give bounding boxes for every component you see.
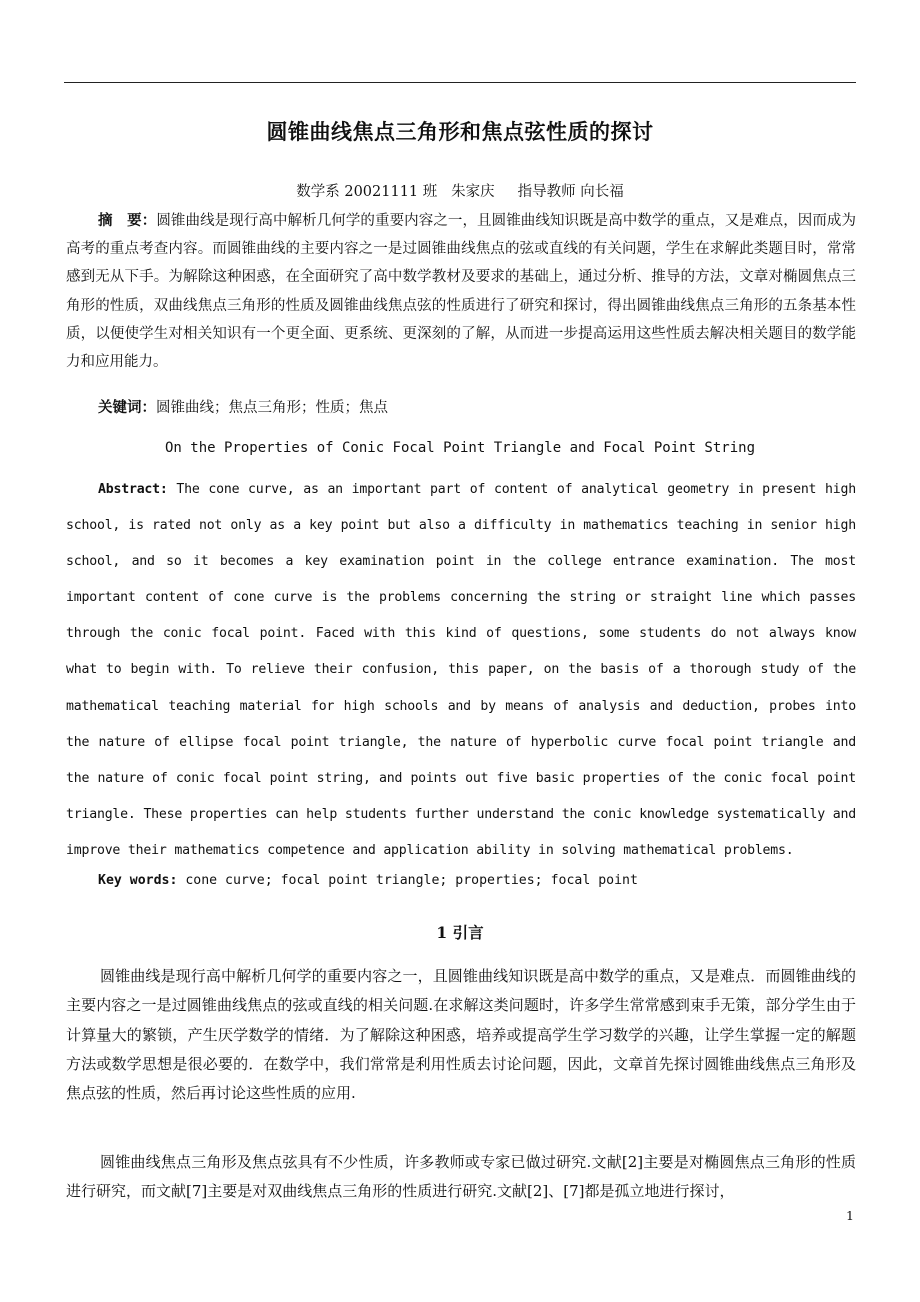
author-line: 数学系 20021111 班 朱家庆 指导教师 向长福: [296, 184, 624, 200]
page-number: 1: [846, 1208, 854, 1223]
paper-title: 圆锥曲线焦点三角形和焦点弦性质的探讨: [266, 119, 654, 144]
english-keywords-text: cone curve; focal point triangle; properties; focal point: [177, 873, 638, 888]
english-keywords: [98, 873, 638, 888]
english-abstract-label: Abstract:: [98, 482, 168, 497]
english-title: On the Properties of Conic Focal Point Triangle and Focal Point String: [164, 440, 755, 456]
english-abstract: [66, 472, 856, 869]
intro-paragraph-1: 圆锥曲线是现行高中解析几何学的重要内容之一，且圆锥曲线知识既是高中数学的重点，又是难点．而圆锥曲线的主要内容之一是过圆锥曲线焦点的弦或直线的相关问题.在求解这类问题时，许多学生常常感到束手无策，部分学生由于计算量大的繁锁，产生厌学数学的情绪．为了解除这种困惑，培养或提高学生学习数学的兴趣，让学生掌握一定的解题方法或数学思想是很必要的．在数学中，我们常常是利用性质去讨论问题，因此，文章首先探讨圆锥曲线焦点三角形及焦点弦的性质，然后再讨论这些性质的应用.: [66, 967, 856, 1103]
english-keywords-label: Key words:: [98, 873, 178, 888]
chinese-keywords-label: 关键词：: [98, 399, 156, 416]
chinese-abstract-label: 摘 要：: [98, 212, 157, 229]
section-heading-introduction: 1 引言: [436, 923, 484, 942]
chinese-abstract-text: 圆锥曲线是现行高中解析几何学的重要内容之一，且圆锥曲线知识既是高中数学的重点，又是难点，因而成为高考的重点考查内容。而圆锥曲线的主要内容之一是过圆锥曲线焦点的弦或直线的有关问题，学生在求解此类题目时，常常感到无从下手。为解除这种困惑，在全面研究了高中数学教材及要求的基础上，通过分析、推导的方法，文章对椭圆焦点三角形的性质，双曲线焦点三角形的性质及圆锥曲线焦点弦的性质进行了研究和探讨，得出圆锥曲线焦点三角形的五条基本性质，以便使学生对相关知识有一个更全面、更系统、更深刻的了解，从而进一步提高运用这些性质去解决相关题目的数学能力和应用能力。: [66, 213, 857, 371]
chinese-keywords: [98, 396, 388, 417]
intro-paragraph-2: 圆锥曲线焦点三角形及焦点弦具有不少性质，许多教师或专家已做过研究.文献[2]主要是对椭圆焦点三角形的性质进行研究，而文献[7]主要是对双曲线焦点三角形的性质进行研究.文献[2]、[7]都是孤立地进行探讨，: [66, 1153, 856, 1201]
chinese-keywords-text: 圆锥曲线；焦点三角形；性质；焦点: [156, 400, 388, 416]
header-rule: [64, 82, 856, 83]
english-abstract-text: The cone curve, as an important part of content of analytical geometry in present high school, is rated not only as a key point but also a difficulty in mathematics teaching in senior high school, and so it becomes a key examination point in the college entrance examination. The most important content of cone curve is the problems concerning the string or straight line which passes through the conic focal point. Faced with this kind of questions, some students do not always know what to begin with. To relieve their confusion, this paper, on the basis of a thorough study of the mathematical teaching material for high schools and by means of analysis and deduction, probes into the nature of ellipse focal point triangle, the nature of hyperbolic curve focal point triangle and the nature of conic focal point string, and points out five basic properties of the conic focal point triangle. These properties can help students further understand the conic knowledge systematically and improve their mathematics competence and application ability in solving mathematical problems.: [66, 482, 856, 858]
chinese-abstract: [66, 207, 856, 376]
